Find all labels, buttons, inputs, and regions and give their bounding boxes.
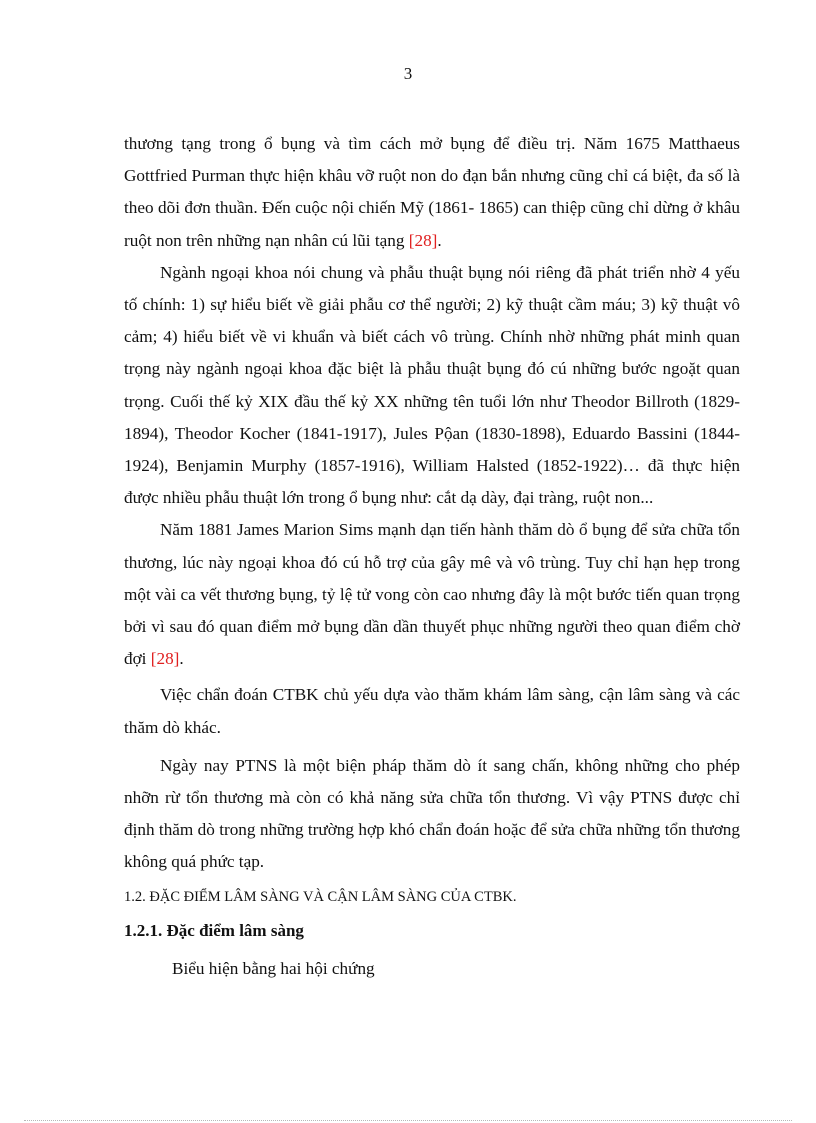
paragraph-1: thương tạng trong ổ bụng và tìm cách mở bụng để điều trị. Năm 1675 Matthaeus Gottfried Purman thực hiện khâu vỡ ruột non do đạn bắn nhưng cũng chỉ cá biệt, đa số là theo dõi đơn thuần. Đến cuộc nội chiến Mỹ (1861- 1865) can thiệp cũng chỉ dừng ở khâu ruột non trên những nạn nhân cú lũi tạng [28]. [124, 134, 740, 250]
section-heading: 1.2. ĐẶC ĐIỂM LÂM SÀNG VÀ CẬN LÂM SÀNG CỦA CTBK. [124, 888, 517, 905]
lead-line: Biểu hiện bằng hai hội chứng [172, 958, 375, 978]
document-body [124, 128, 740, 985]
paragraph-2: Ngành ngoại khoa nói chung và phẫu thuật bụng nói riêng đã phát triển nhờ 4 yếu tố chính: 1) sự hiểu biết về giải phẫu cơ thể người; 2) kỹ thuật cầm máu; 3) kỹ thuật vô cảm; 4) hiểu biết về vi khuẩn và biết cách vô trùng. Chính nhờ những phát minh quan trọng này ngành ngoại khoa đặc biệt là phẫu thuật bụng đó cú những bước ngoặt quan trọng. Cuối thế kỷ XIX đầu thế kỷ XX những tên tuổi lớn như Theodor Billroth (1829-1894), Theodor Kocher (1841-1917), Jules Pộan (1830-1898), Eduardo Bassini (1844-1924), Benjamin Murphy (1857-1916), William Halsted (1852-1922)… đã thực hiện được nhiều phẫu thuật lớn trong ổ bụng như: cắt dạ dày, đại tràng, ruột non... [124, 262, 740, 508]
paragraph-3: Năm 1881 James Marion Sims mạnh dạn tiến hành thăm dò ổ bụng để sửa chữa tổn thương, lúc này ngoại khoa đó cú hỗ trợ của gây mê và vô trùng. Tuy chỉ hạn hẹp trong một vài ca vết thương bụng, tỷ lệ tử vong còn cao nhưng đây là một bước tiến quan trọng bởi vì sau đó quan điểm mở bụng dần dần thuyết phục những người theo quan điểm chờ đợi [28]. [124, 520, 740, 669]
page-number: 3 [403, 64, 413, 83]
paragraph-4: Việc chẩn đoán CTBK chủ yếu dựa vào thăm khám lâm sàng, cận lâm sàng và các thăm dò khác. [124, 685, 740, 737]
citation-28: [28] [150, 649, 180, 669]
subsection-heading: 1.2.1. Đặc điểm lâm sàng [124, 920, 304, 940]
citation-28: [28] [408, 230, 438, 250]
paragraph-5: Ngày nay PTNS là một biện pháp thăm dò ít sang chấn, không những cho phép nhỡn rừ tổn thương mà còn có khả năng sửa chữa tổn thương. Vì vậy PTNS được chỉ định thăm dò trong những trường hợp khó chẩn đoán hoặc để sửa chữa những tổn thương không quá phức tạp. [124, 755, 740, 872]
page-bottom-divider [24, 1120, 792, 1121]
